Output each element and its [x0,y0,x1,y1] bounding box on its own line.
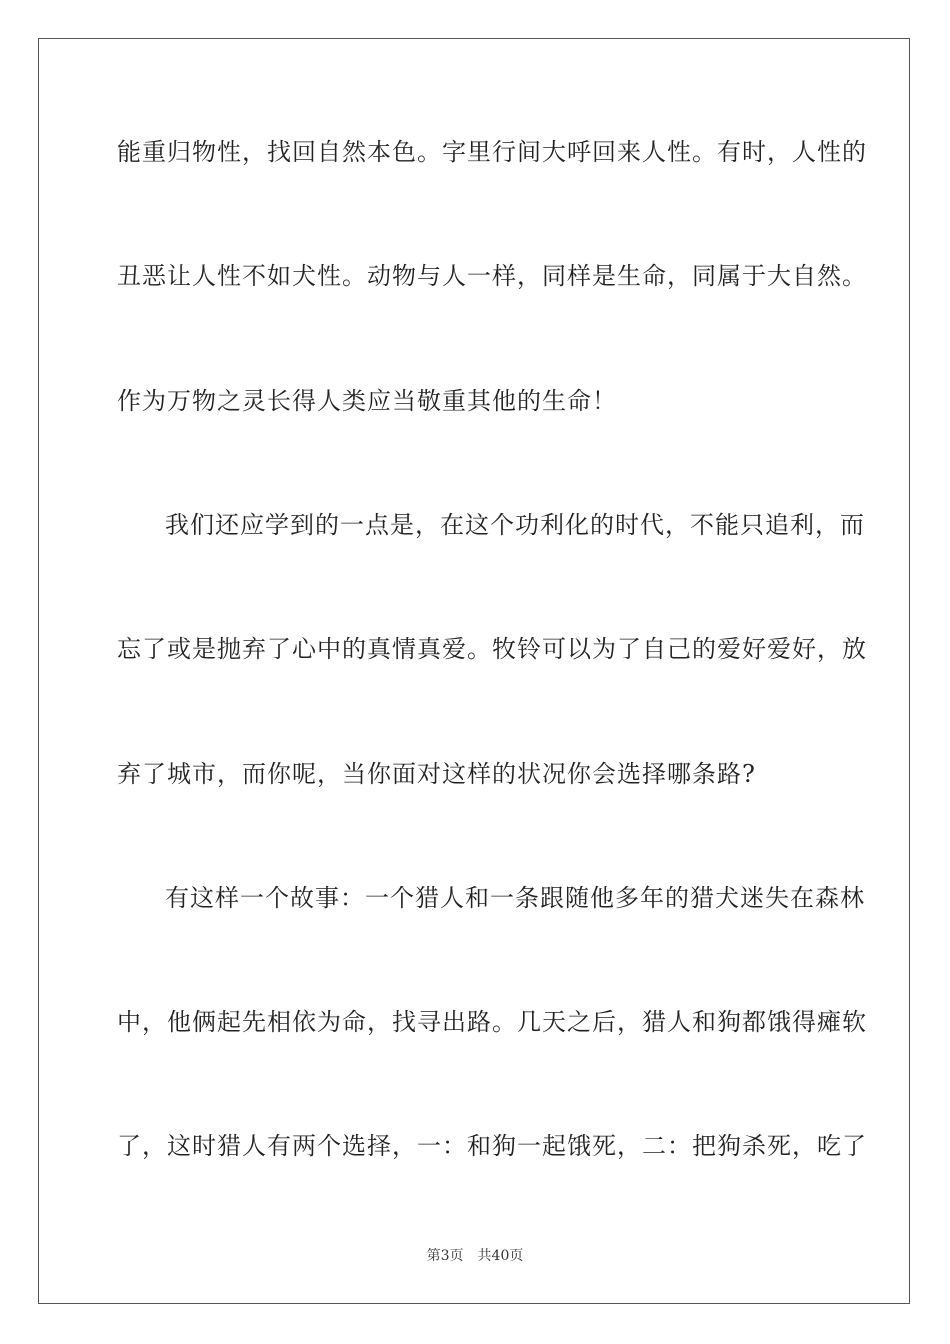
paragraph-3-line-1: 有这样一个故事：一个猎人和一条跟随他多年的猎犬迷失在森林 [165,884,865,912]
paragraph-3-line-3: 了，这时猎人有两个选择，一：和狗一起饿死，二：把狗杀死，吃了 [117,1132,867,1160]
page-number: 第3页 [426,1248,464,1264]
paragraph-1-line-3: 作为万物之灵长得人类应当敬重其他的生命！ [117,387,617,415]
paragraph-2-line-3: 弃了城市，而你呢，当你面对这样的状况你会选择哪条路? [117,760,756,788]
paragraph-3-line-2: 中，他俩起先相依为命，找寻出路。几天之后，猎人和狗都饿得瘫软 [117,1008,867,1036]
paragraph-1-line-1: 能重归物性，找回自然本色。字里行间大呼回来人性。有时，人性的 [117,138,867,166]
paragraph-2-line-2: 忘了或是抛弃了心中的真情真爱。牧铃可以为了自己的爱好爱好，放 [117,635,867,663]
page-border [38,38,910,1304]
paragraph-2-line-1: 我们还应学到的一点是，在这个功利化的时代，不能只追利，而 [165,511,865,539]
total-pages: 共40页 [477,1248,524,1264]
page-footer [0,1247,950,1265]
paragraph-1-line-2: 丑恶让人性不如犬性。动物与人一样，同样是生命，同属于大自然。 [117,262,867,290]
